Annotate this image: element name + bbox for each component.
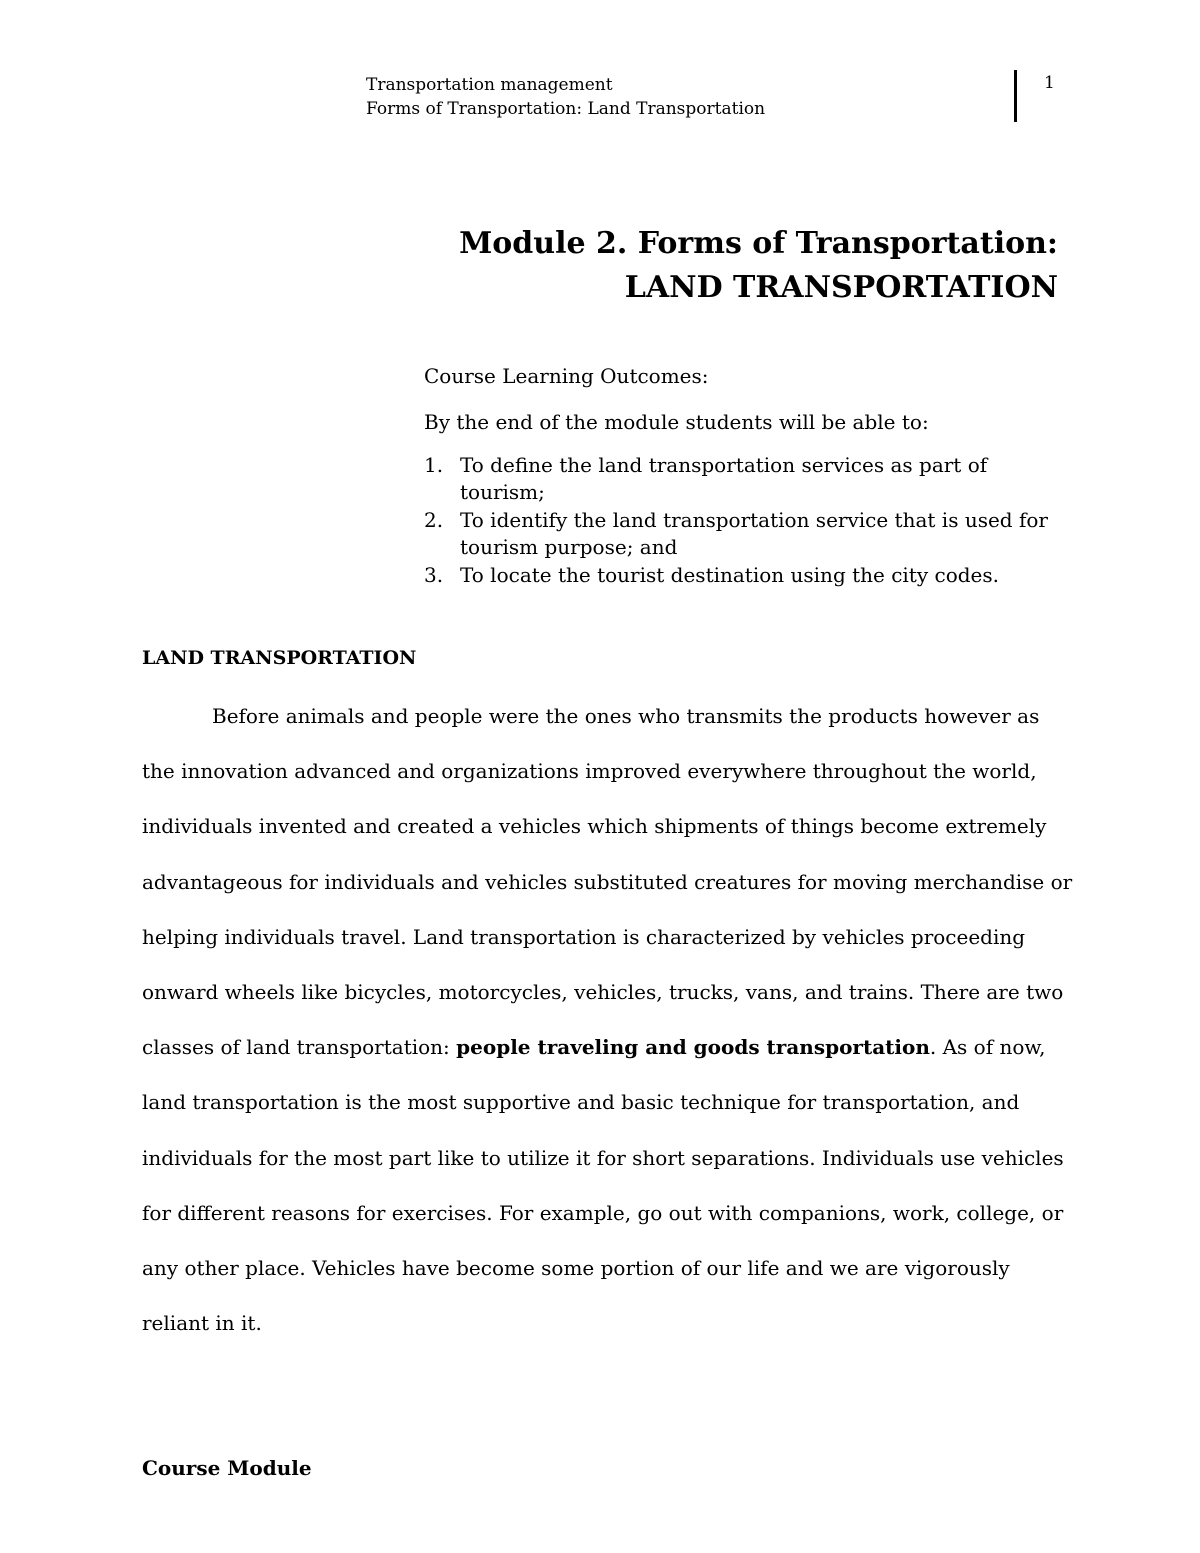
paragraph-line: the innovation advanced and organizations improved everywhere throughout the world, xyxy=(142,759,1037,784)
list-item-number: 3. xyxy=(424,563,444,587)
learning-outcomes xyxy=(424,362,1064,590)
paragraph-line: individuals invented and created a vehicles which shipments of things become extremely xyxy=(142,814,1047,839)
paragraph-line: onward wheels like bicycles, motorcycles, vehicles, trucks, vans, and trains. There are two xyxy=(142,979,1064,1004)
header-module-title: Forms of Transportation: Land Transportation xyxy=(366,99,766,119)
module-title-line-1: Module 2. Forms of Transportation: xyxy=(459,226,1058,261)
outcomes-list xyxy=(424,452,1064,589)
list-item-number: 2. xyxy=(424,508,444,532)
list-item-text: To identify the land transportation service that is used for tourism purpose; and xyxy=(460,508,1048,559)
footer-label: Course Module xyxy=(142,1456,312,1480)
paragraph-line xyxy=(142,1033,1072,1088)
paragraph-line: individuals for the most part like to utilize it for short separations. Individuals use vehicles xyxy=(142,1145,1064,1170)
outcomes-intro: By the end of the module students will be able to: xyxy=(424,410,929,434)
paragraph-line: any other place. Vehicles have become some portion of our life and we are vigorously xyxy=(142,1255,1010,1280)
list-item xyxy=(424,507,1064,561)
header-course-title: Transportation management xyxy=(366,75,613,95)
running-header xyxy=(366,73,765,121)
list-item xyxy=(424,452,1064,506)
list-item-number: 1. xyxy=(424,453,444,477)
module-title-line-2: LAND TRANSPORTATION xyxy=(624,270,1058,305)
paragraph-line: reliant in it. xyxy=(142,1311,262,1336)
list-item xyxy=(424,562,1064,589)
paragraph-line: helping individuals travel. Land transportation is characterized by vehicles proceeding xyxy=(142,924,1026,949)
paragraph-line: for different reasons for exercises. For example, go out with companions, work, college, or xyxy=(142,1200,1064,1225)
module-title xyxy=(459,222,1058,310)
paragraph-line: Before animals and people were the ones who transmits the products however as xyxy=(212,704,1040,728)
section-heading: LAND TRANSPORTATION xyxy=(142,647,417,669)
paragraph-line: land transportation is the most supportive and basic technique for transportation, and xyxy=(142,1090,1020,1115)
emphasized-text: people traveling and goods transportation xyxy=(456,1035,930,1060)
paragraph-text: classes of land transportation: xyxy=(142,1035,457,1060)
outcomes-heading: Course Learning Outcomes: xyxy=(424,364,709,388)
paragraph-text: . As of now, xyxy=(929,1035,1046,1060)
body-paragraph xyxy=(142,702,1072,1364)
list-item-text: To define the land transportation services as part of tourism; xyxy=(460,453,988,504)
page-number: 1 xyxy=(1044,73,1055,93)
header-divider xyxy=(1014,70,1017,122)
list-item-text: To locate the tourist destination using the city codes. xyxy=(460,563,1000,587)
paragraph-line: advantageous for individuals and vehicles substituted creatures for moving merchandise or xyxy=(142,869,1073,894)
